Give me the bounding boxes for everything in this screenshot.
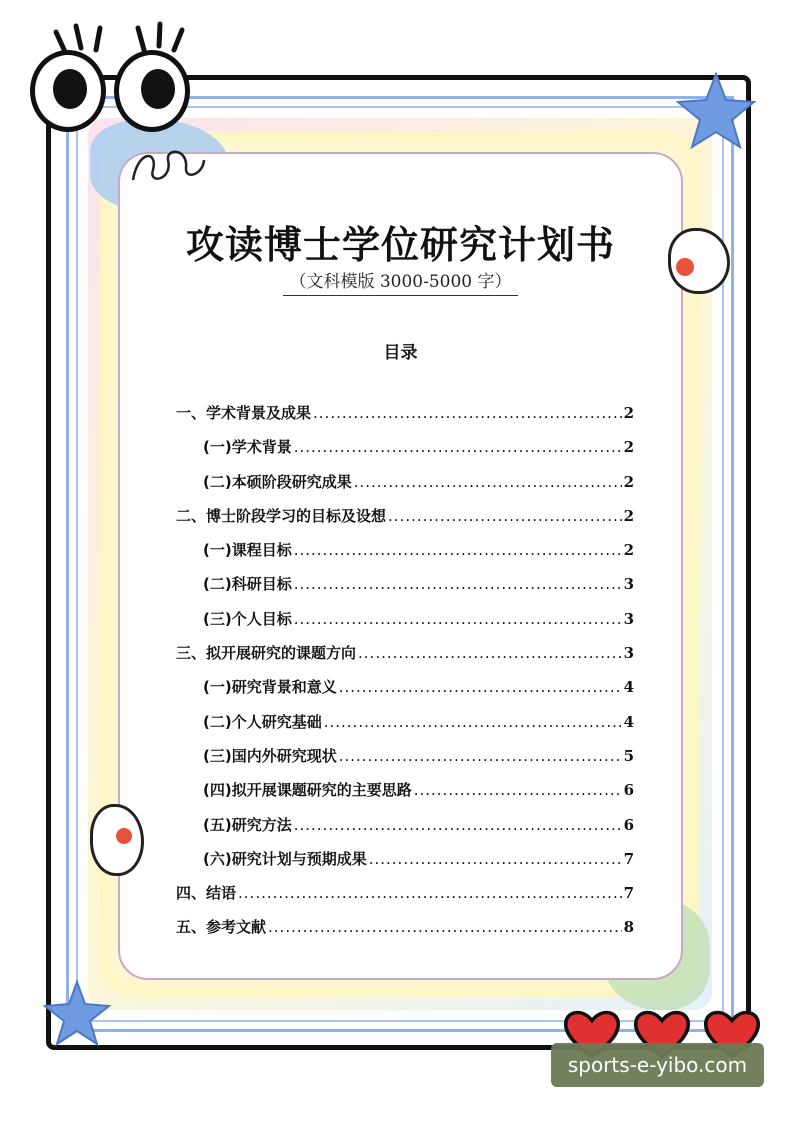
toc-leader-dots — [313, 404, 622, 422]
toc-leader-dots — [294, 575, 622, 593]
toc-entry-page: 2 — [623, 472, 634, 491]
toc-leader-dots — [358, 644, 622, 662]
toc-entry[interactable] — [176, 642, 634, 676]
toc-entry[interactable] — [176, 573, 634, 607]
toc-entry[interactable] — [176, 916, 634, 950]
toc-entry[interactable] — [176, 882, 634, 916]
toc-entry-label: 五、参考文献 — [176, 918, 267, 937]
watermark: sports-e-yibo.com — [551, 1043, 764, 1087]
toc-leader-dots — [268, 918, 622, 936]
toc-leader-dots — [238, 884, 622, 902]
cloud-face-icon — [88, 800, 148, 880]
toc-entry-label: (二)科研目标 — [203, 575, 292, 594]
toc-leader-dots — [388, 507, 622, 525]
toc-entry-page: 6 — [623, 815, 634, 834]
document-page — [118, 152, 683, 980]
toc-entry-label: (四)拟开展课题研究的主要思路 — [203, 781, 412, 800]
toc-entry[interactable] — [176, 745, 634, 779]
toc-entry-page: 4 — [623, 712, 634, 731]
toc-entry[interactable] — [176, 608, 634, 642]
toc-entry-label: (五)研究方法 — [203, 815, 292, 834]
toc-entry-label: (三)国内外研究现状 — [203, 746, 337, 765]
toc-leader-dots — [369, 850, 622, 868]
toc-leader-dots — [414, 781, 622, 799]
toc-leader-dots — [339, 678, 622, 696]
toc-entry[interactable] — [176, 814, 634, 848]
toc-entry-page: 3 — [623, 644, 634, 663]
toc-entry-label: (二)本硕阶段研究成果 — [203, 472, 352, 491]
toc-entry-page: 7 — [623, 884, 634, 903]
toc-entry[interactable] — [176, 471, 634, 505]
toc-entry-page: 2 — [623, 404, 634, 422]
star-icon — [676, 70, 756, 150]
table-of-contents — [176, 402, 634, 951]
toc-leader-dots — [294, 610, 622, 628]
subtitle-text: （文科模版 3000-5000 字） — [283, 272, 517, 296]
toc-entry[interactable] — [176, 779, 634, 813]
toc-entry[interactable] — [176, 711, 634, 745]
toc-entry-page: 6 — [623, 781, 634, 800]
toc-entry-page: 5 — [623, 746, 634, 765]
toc-entry-label: (六)研究计划与预期成果 — [203, 849, 367, 868]
toc-entry-label: 三、拟开展研究的课题方向 — [176, 644, 357, 663]
toc-entry[interactable] — [176, 848, 634, 882]
toc-entry-page: 2 — [623, 506, 634, 525]
toc-entry-page: 8 — [623, 918, 634, 937]
toc-entry[interactable] — [176, 539, 634, 573]
toc-entry-label: (三)个人目标 — [203, 609, 292, 628]
toc-heading: 目录 — [383, 343, 418, 363]
toc-entry-label: 二、博士阶段学习的目标及设想 — [176, 506, 387, 525]
toc-entry-page: 2 — [623, 438, 634, 457]
toc-entry[interactable] — [176, 676, 634, 710]
toc-entry-label: 四、结语 — [176, 884, 237, 903]
star-icon — [42, 978, 112, 1048]
toc-entry[interactable] — [176, 436, 634, 470]
toc-entry-label: 一、学术背景及成果 — [176, 404, 312, 422]
document-subtitle — [118, 267, 683, 292]
toc-leader-dots — [294, 816, 622, 834]
toc-entry-page: 7 — [623, 849, 634, 868]
toc-entry-page: 4 — [623, 678, 634, 697]
swirl-doodle-icon — [128, 140, 208, 190]
toc-leader-dots — [354, 473, 622, 491]
cartoon-eyes-icon — [26, 20, 206, 140]
toc-leader-dots — [324, 713, 622, 731]
toc-entry-page: 3 — [623, 575, 634, 594]
toc-leader-dots — [294, 438, 622, 456]
toc-entry-page: 2 — [623, 541, 634, 560]
toc-entry-label: (二)个人研究基础 — [203, 712, 322, 731]
document-title: 攻读博士学位研究计划书 — [185, 223, 615, 267]
toc-entry-page: 3 — [623, 609, 634, 628]
toc-entry-label: (一)学术背景 — [203, 438, 292, 457]
toc-entry-label: (一)课程目标 — [203, 541, 292, 560]
toc-leader-dots — [294, 541, 622, 559]
cloud-face-icon — [668, 220, 728, 310]
toc-entry[interactable] — [176, 505, 634, 539]
toc-leader-dots — [339, 747, 622, 765]
toc-entry-label: (一)研究背景和意义 — [203, 678, 337, 697]
toc-entry[interactable] — [176, 402, 634, 436]
